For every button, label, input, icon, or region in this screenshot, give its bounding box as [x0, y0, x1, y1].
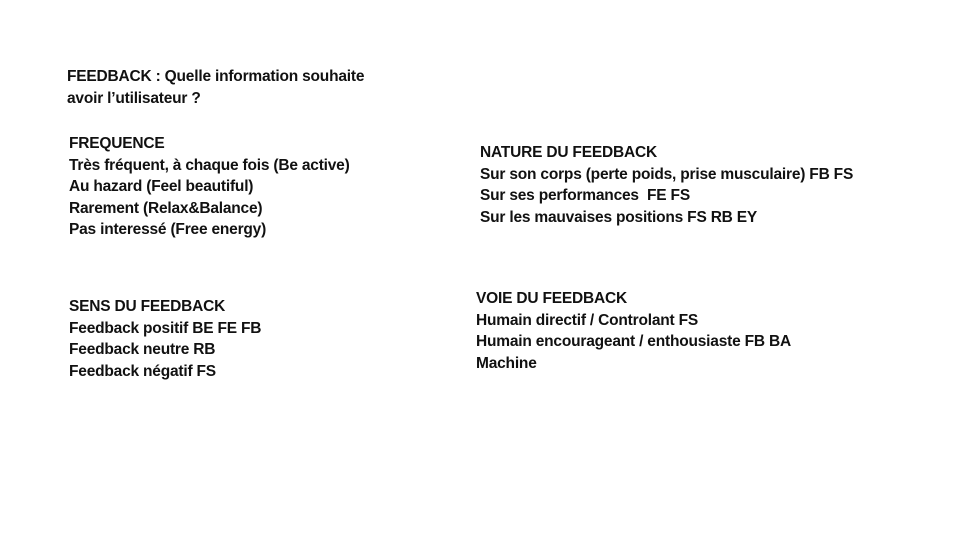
nature-item: Sur les mauvaises positions FS RB EY: [480, 208, 758, 226]
voie-heading: VOIE DU FEEDBACK: [476, 290, 627, 307]
sens-heading: SENS DU FEEDBACK: [69, 298, 226, 315]
title-line-2: avoir l’utilisateur ?: [67, 89, 201, 107]
sens-section: [69, 296, 261, 382]
frequence-item: Au hazard (Feel beautiful): [69, 178, 254, 195]
nature-item: Sur son corps (perte poids, prise musculaire) FB FS: [480, 165, 854, 183]
slide-title: [67, 66, 364, 109]
voie-item: Machine: [476, 354, 537, 372]
frequence-heading: FREQUENCE: [69, 135, 165, 152]
voie-item: Humain encourageant / enthousiaste FB BA: [476, 333, 791, 350]
nature-item: Sur ses performances FE FS: [480, 187, 690, 204]
title-line-1: FEEDBACK : Quelle information souhaite: [67, 68, 365, 85]
nature-section: [480, 142, 853, 228]
frequence-item: Très fréquent, à chaque fois (Be active): [69, 156, 350, 174]
sens-item: Feedback neutre RB: [69, 341, 216, 358]
nature-heading: NATURE DU FEEDBACK: [480, 144, 657, 161]
frequence-item: Pas interessé (Free energy): [69, 221, 267, 238]
sens-item: Feedback positif BE FE FB: [69, 319, 262, 337]
sens-item: Feedback négatif FS: [69, 362, 216, 380]
frequence-section: [69, 133, 350, 241]
voie-section: [476, 288, 791, 374]
voie-item: Humain directif / Controlant FS: [476, 311, 699, 329]
frequence-item: Rarement (Relax&Balance): [69, 199, 263, 217]
